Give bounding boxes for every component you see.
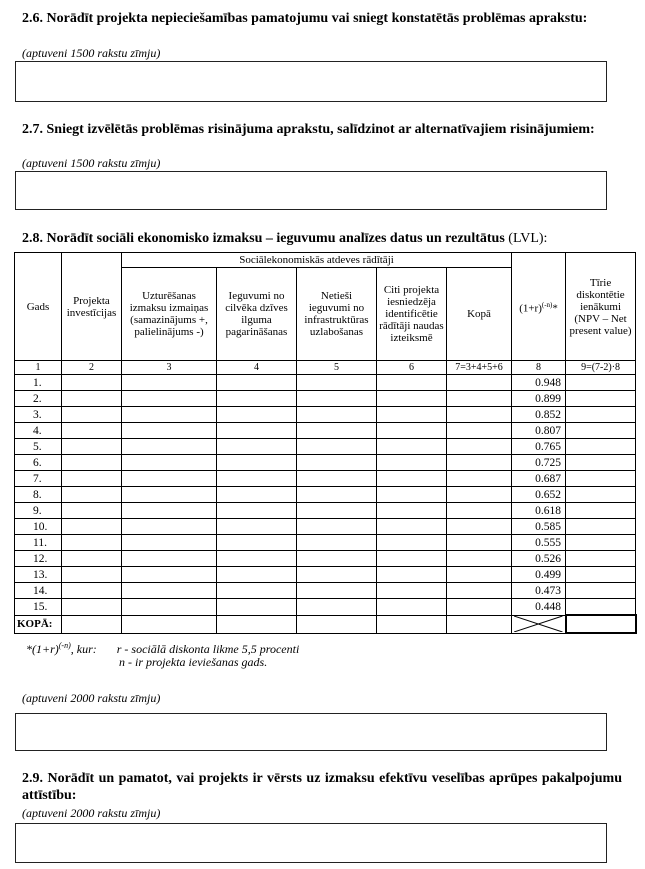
input-cell[interactable] [566,455,636,471]
input-cell[interactable] [447,535,512,551]
table-row [15,503,636,519]
footnote-kur: , kur: [70,642,97,656]
footnote-exp: (-n) [58,641,71,650]
total-npv-cell[interactable] [566,615,636,633]
section-2-8-unit: (LVL): [508,231,548,246]
input-cell[interactable] [297,423,377,439]
input-cell[interactable] [62,487,122,503]
col-number: 4 [217,361,297,375]
input-cell[interactable] [377,535,447,551]
input-cell[interactable] [217,439,297,455]
section-2-8-note: (aptuveni 2000 rakstu zīmju) [22,691,161,705]
section-2-6-textarea[interactable] [15,61,607,102]
discount-factor-cell: 0.765 [512,439,566,455]
year-cell: 11. [15,535,62,551]
input-cell[interactable] [447,423,512,439]
year-cell: 12. [15,551,62,567]
section-2-9-note: (aptuveni 2000 rakstu zīmju) [22,806,161,820]
header-year: Gads [15,253,62,361]
input-cell[interactable] [122,503,217,519]
section-2-8-title [22,230,642,247]
input-cell[interactable] [217,407,297,423]
input-cell[interactable] [297,567,377,583]
discount-factor-cell: 0.725 [512,455,566,471]
input-cell[interactable] [217,535,297,551]
section-2-6-note: (aptuveni 1500 rakstu zīmju) [22,46,161,60]
input-cell[interactable] [297,551,377,567]
input-cell[interactable] [62,391,122,407]
year-cell: 9. [15,503,62,519]
input-cell[interactable] [447,599,512,616]
section-2-9-textarea[interactable] [15,823,607,863]
discount-factor-cell: 0.807 [512,423,566,439]
input-cell[interactable] [62,583,122,599]
input-cell[interactable] [377,567,447,583]
year-cell: 14. [15,583,62,599]
input-cell[interactable] [566,551,636,567]
total-cell[interactable] [217,615,297,633]
input-cell[interactable] [566,487,636,503]
discount-factor-cell: 0.652 [512,487,566,503]
total-factor-crossed [512,615,566,633]
input-cell[interactable] [377,439,447,455]
input-cell[interactable] [377,423,447,439]
table-row [15,551,636,567]
input-cell[interactable] [377,471,447,487]
input-cell[interactable] [122,567,217,583]
input-cell[interactable] [217,375,297,391]
input-cell[interactable] [122,583,217,599]
header-col7: Kopā [447,268,512,361]
col-number: 3 [122,361,217,375]
input-cell[interactable] [566,599,636,616]
table-row [15,439,636,455]
discount-factor-cell: 0.618 [512,503,566,519]
input-cell[interactable] [447,551,512,567]
input-cell[interactable] [447,503,512,519]
input-cell[interactable] [377,503,447,519]
input-cell[interactable] [297,391,377,407]
col-number: 5 [297,361,377,375]
input-cell[interactable] [566,567,636,583]
input-cell[interactable] [217,487,297,503]
discount-factor-cell: 0.555 [512,535,566,551]
input-cell[interactable] [62,599,122,616]
col-number: 1 [15,361,62,375]
table-row [15,455,636,471]
header-col4: Ieguvumi no cilvēka dzīves ilguma pagarināšanas [217,268,297,361]
discount-factor-cell: 0.473 [512,583,566,599]
input-cell[interactable] [566,391,636,407]
input-cell[interactable] [297,455,377,471]
input-cell[interactable] [566,471,636,487]
input-cell[interactable] [377,455,447,471]
input-cell[interactable] [297,487,377,503]
input-cell[interactable] [377,583,447,599]
input-cell[interactable] [62,535,122,551]
cost-benefit-table [14,252,637,634]
table-row [15,391,636,407]
input-cell[interactable] [447,391,512,407]
input-cell[interactable] [297,471,377,487]
table-row [15,583,636,599]
table-row [15,487,636,503]
header-col6: Citi projekta iesniedzēja identificētie rādītāji naudas izteiksmē [377,268,447,361]
table-row [15,423,636,439]
discount-factor-cell: 0.526 [512,551,566,567]
input-cell[interactable] [447,471,512,487]
discount-factor-cell: 0.899 [512,391,566,407]
discount-factor-cell: 0.499 [512,567,566,583]
input-cell[interactable] [447,567,512,583]
table-row [15,519,636,535]
input-cell[interactable] [377,391,447,407]
total-cell[interactable] [62,615,122,633]
input-cell[interactable] [217,391,297,407]
discount-factor-cell: 0.687 [512,471,566,487]
input-cell[interactable] [447,375,512,391]
input-cell[interactable] [447,583,512,599]
input-cell[interactable] [297,439,377,455]
input-cell[interactable] [566,519,636,535]
header-factor-base: (1+r) [519,302,542,315]
input-cell[interactable] [62,375,122,391]
input-cell[interactable] [217,503,297,519]
table-row [15,375,636,391]
section-2-9-title: 2.9. Norādīt un pamatot, vai projekts ir vērsts uz izmaksu efektīvu veselības aprūpes pakalpojumu attīstību: [22,771,622,803]
input-cell[interactable] [566,503,636,519]
input-cell[interactable] [217,599,297,616]
footnote-r: r - sociālā diskonta likme 5,5 procenti [116,642,300,656]
input-cell[interactable] [566,583,636,599]
input-cell[interactable] [122,423,217,439]
year-cell: 1. [15,375,62,391]
input-cell[interactable] [566,535,636,551]
col-number: 6 [377,361,447,375]
col-number: 2 [62,361,122,375]
input-cell[interactable] [377,487,447,503]
table-row [15,407,636,423]
year-cell: 15. [15,599,62,616]
input-cell[interactable] [447,439,512,455]
input-cell[interactable] [62,423,122,439]
input-cell[interactable] [122,375,217,391]
cross-out-icon [514,616,563,632]
input-cell[interactable] [62,455,122,471]
header-investments: Projekta investīcijas [62,253,122,361]
input-cell[interactable] [62,503,122,519]
input-cell[interactable] [566,375,636,391]
input-cell[interactable] [377,551,447,567]
input-cell[interactable] [122,407,217,423]
input-cell[interactable] [122,519,217,535]
section-2-8-title-text: 2.8. Norādīt sociāli ekonomisko izmaksu – ieguvumu analīzes datus un rezultātus [22,231,505,246]
header-col3: Uzturēšanas izmaksu izmaiņas (samazinājums +, palielinājums -) [122,268,217,361]
year-cell: 3. [15,407,62,423]
input-cell[interactable] [217,567,297,583]
input-cell[interactable] [62,471,122,487]
header-factor-exp: (-n) [541,300,553,309]
input-cell[interactable] [122,439,217,455]
header-col5: Netieši ieguvumi no infrastruktūras uzlabošanas [297,268,377,361]
input-cell[interactable] [217,423,297,439]
discount-factor-cell: 0.585 [512,519,566,535]
input-cell[interactable] [122,455,217,471]
input-cell[interactable] [447,455,512,471]
input-cell[interactable] [297,407,377,423]
year-cell: 10. [15,519,62,535]
input-cell[interactable] [297,535,377,551]
discount-factor-cell: 0.948 [512,375,566,391]
header-discount-factor [512,253,566,361]
total-cell[interactable] [447,615,512,633]
section-2-7-title: 2.7. Sniegt izvēlētās problēmas risinājuma aprakstu, salīdzinot ar alternatīvajiem risinājumiem: [22,122,595,137]
input-cell[interactable] [377,407,447,423]
year-cell: 4. [15,423,62,439]
input-cell[interactable] [217,551,297,567]
input-cell[interactable] [297,503,377,519]
footnote-n: n - ir projekta ieviešanas gads. [119,655,268,669]
year-cell: 13. [15,567,62,583]
section-2-7-textarea[interactable] [15,171,607,210]
input-cell[interactable] [297,583,377,599]
input-cell[interactable] [122,471,217,487]
input-cell[interactable] [566,439,636,455]
input-cell[interactable] [122,551,217,567]
input-cell[interactable] [447,487,512,503]
table-row [15,599,636,616]
input-cell[interactable] [377,599,447,616]
table-row [15,471,636,487]
section-2-7-note: (aptuveni 1500 rakstu zīmju) [22,156,161,170]
col-number: 7=3+4+5+6 [447,361,512,375]
footnote-lead: *(1+r) [26,642,59,656]
year-cell: 5. [15,439,62,455]
header-group: Sociālekonomiskās atdeves rādītāji [122,253,512,268]
total-cell[interactable] [122,615,217,633]
table-row [15,567,636,583]
input-cell[interactable] [297,519,377,535]
input-cell[interactable] [566,407,636,423]
input-cell[interactable] [62,567,122,583]
discount-factor-cell: 0.852 [512,407,566,423]
header-npv: Tīrie diskontētie ienākumi (NPV – Net present value) [566,253,636,361]
input-cell[interactable] [122,599,217,616]
input-cell[interactable] [297,375,377,391]
total-label: KOPĀ: [15,615,62,633]
col-number: 9=(7-2)·8 [566,361,636,375]
input-cell[interactable] [297,599,377,616]
section-2-8-textarea[interactable] [15,713,607,751]
input-cell[interactable] [377,519,447,535]
year-cell: 8. [15,487,62,503]
section-2-6-title: 2.6. Norādīt projekta nepieciešamības pamatojumu vai sniegt konstatētās problēmas aprakstu: [22,11,588,26]
input-cell[interactable] [377,375,447,391]
input-cell[interactable] [447,519,512,535]
year-cell: 7. [15,471,62,487]
discount-factor-cell: 0.448 [512,599,566,616]
total-cell[interactable] [297,615,377,633]
input-cell[interactable] [217,519,297,535]
table-row [15,535,636,551]
input-cell[interactable] [62,439,122,455]
input-cell[interactable] [62,519,122,535]
header-factor-star: * [552,302,558,315]
year-cell: 6. [15,455,62,471]
input-cell[interactable] [217,583,297,599]
input-cell[interactable] [447,407,512,423]
input-cell[interactable] [62,407,122,423]
input-cell[interactable] [62,551,122,567]
year-cell: 2. [15,391,62,407]
input-cell[interactable] [122,487,217,503]
input-cell[interactable] [122,535,217,551]
input-cell[interactable] [122,391,217,407]
input-cell[interactable] [217,455,297,471]
total-cell[interactable] [377,615,447,633]
col-number: 8 [512,361,566,375]
input-cell[interactable] [217,471,297,487]
input-cell[interactable] [566,423,636,439]
